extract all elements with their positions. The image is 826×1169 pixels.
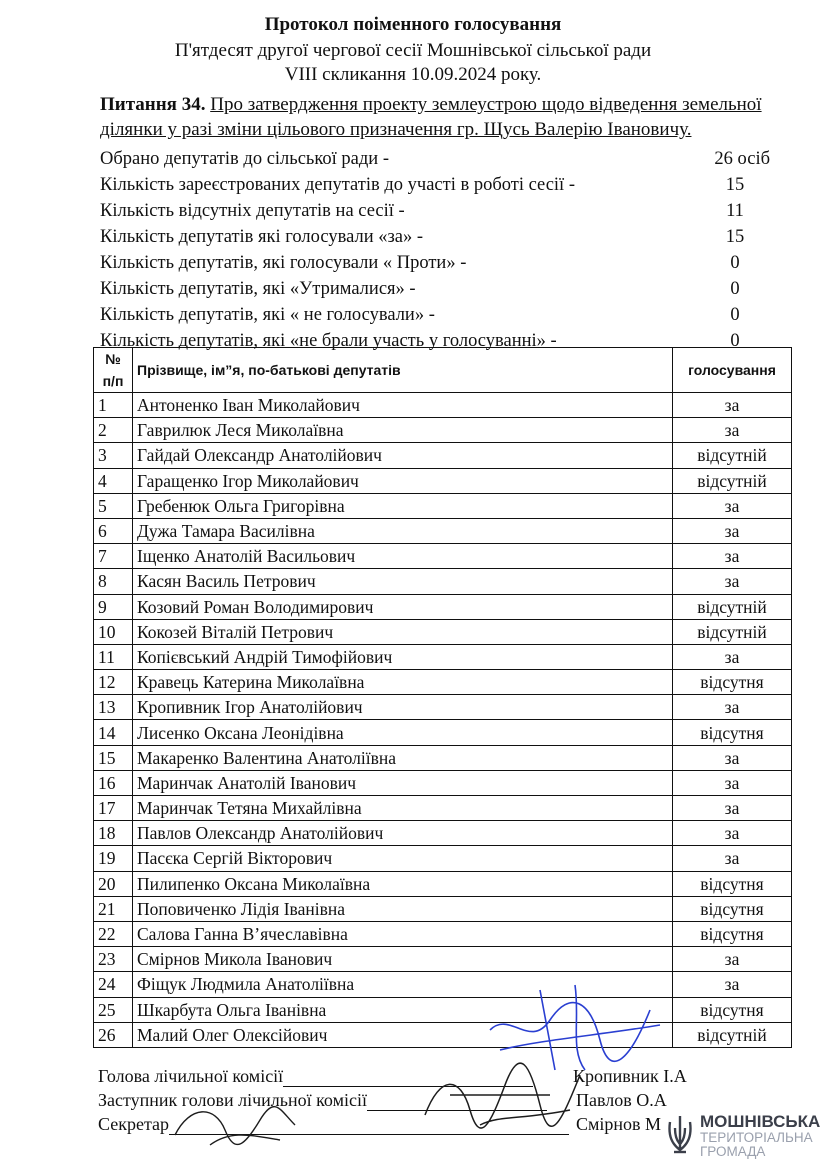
row-number: 13 xyxy=(94,695,133,720)
deputy-name: Гайдай Олександр Анатолійович xyxy=(133,443,673,468)
logo-subtitle xyxy=(700,1131,813,1159)
table-row xyxy=(94,972,792,997)
table-row xyxy=(94,443,792,468)
stat-value: 0 xyxy=(730,253,740,273)
table-row xyxy=(94,644,792,669)
question-label: Питання 34. xyxy=(100,94,206,115)
table-header-row xyxy=(94,348,792,393)
row-number: 21 xyxy=(94,896,133,921)
deputy-name: Маринчак Тетяна Михайлівна xyxy=(133,796,673,821)
signature-secretary-row xyxy=(98,1114,569,1135)
deputy-name: Гаращенко Ігор Миколайович xyxy=(133,468,673,493)
row-number: 22 xyxy=(94,921,133,946)
community-logo xyxy=(664,1112,821,1162)
row-number: 12 xyxy=(94,670,133,695)
vote-result: за xyxy=(673,418,792,443)
stat-label: Кількість відсутніх депутатів на сесії - xyxy=(100,201,405,221)
question-text: Про затвердження проекту землеустрою щодо відведення земельної ділянки у разі зміни цільового призначення гр. Щусь Валерію Івановичу. xyxy=(100,94,762,140)
vote-result: відсутня xyxy=(673,670,792,695)
deputy-name: Гаврилюк Леся Миколаївна xyxy=(133,418,673,443)
row-number: 1 xyxy=(94,393,133,418)
table-row xyxy=(94,770,792,795)
vote-result: відсутня xyxy=(673,871,792,896)
table-row xyxy=(94,594,792,619)
table-row xyxy=(94,896,792,921)
table-row xyxy=(94,821,792,846)
vote-result: за xyxy=(673,518,792,543)
signature-secretary-name: Смірнов М xyxy=(576,1114,662,1134)
vote-result: за xyxy=(673,846,792,871)
deputy-name: Гребенюк Ольга Григорівна xyxy=(133,493,673,518)
header-number: № п/п xyxy=(94,348,133,393)
stat-row xyxy=(100,302,780,328)
deputy-name: Маринчак Анатолій Іванович xyxy=(133,770,673,795)
signature-deputy-row xyxy=(98,1090,547,1111)
vote-result: за xyxy=(673,745,792,770)
stat-row xyxy=(100,276,780,302)
logo-line-2: ТЕРИТОРІАЛЬНА xyxy=(700,1130,813,1145)
vote-result: відсутня xyxy=(673,921,792,946)
table-row xyxy=(94,921,792,946)
row-number: 16 xyxy=(94,770,133,795)
deputy-name: Кравець Катерина Миколаївна xyxy=(133,670,673,695)
deputy-name: Пасєка Сергій Вікторович xyxy=(133,846,673,871)
table-row xyxy=(94,947,792,972)
stat-row xyxy=(100,224,780,250)
deputy-name: Кокозей Віталій Петрович xyxy=(133,619,673,644)
row-number: 25 xyxy=(94,997,133,1022)
row-number: 17 xyxy=(94,796,133,821)
agenda-question xyxy=(100,92,800,142)
signature-line xyxy=(283,1068,533,1087)
row-number: 10 xyxy=(94,619,133,644)
row-number: 23 xyxy=(94,947,133,972)
table-row xyxy=(94,846,792,871)
vote-result: за xyxy=(673,695,792,720)
vote-result: за xyxy=(673,972,792,997)
stat-value: 26 осіб xyxy=(714,149,770,169)
deputy-name: Лисенко Оксана Леонідівна xyxy=(133,720,673,745)
stat-value: 15 xyxy=(725,227,745,247)
vote-result: відсутній xyxy=(673,468,792,493)
table-row xyxy=(94,493,792,518)
table-row xyxy=(94,745,792,770)
vote-result: відсутня xyxy=(673,720,792,745)
row-number: 3 xyxy=(94,443,133,468)
vote-statistics xyxy=(100,146,780,354)
header-vote: голосування xyxy=(673,348,792,393)
signature-line xyxy=(367,1092,547,1111)
stat-label: Кількість депутатів які голосували «за» - xyxy=(100,227,424,247)
row-number: 7 xyxy=(94,544,133,569)
table-row xyxy=(94,1022,792,1047)
signature-line xyxy=(169,1116,569,1135)
roll-call-table xyxy=(93,347,792,1048)
deputy-name: Малий Олег Олексійович xyxy=(133,1022,673,1047)
deputy-name: Шкарбута Ольга Іванівна xyxy=(133,997,673,1022)
row-number: 14 xyxy=(94,720,133,745)
deputy-name: Макаренко Валентина Анатоліївна xyxy=(133,745,673,770)
vote-result: відсутня xyxy=(673,997,792,1022)
row-number: 6 xyxy=(94,518,133,543)
row-number: 5 xyxy=(94,493,133,518)
stat-row xyxy=(100,172,780,198)
row-number: 8 xyxy=(94,569,133,594)
deputy-name: Фіщук Людмила Анатоліївна xyxy=(133,972,673,997)
deputy-name: Салова Ганна В’ячеславівна xyxy=(133,921,673,946)
table-row xyxy=(94,720,792,745)
row-number: 4 xyxy=(94,468,133,493)
vote-result: за xyxy=(673,569,792,594)
row-number: 26 xyxy=(94,1022,133,1047)
table-row xyxy=(94,670,792,695)
stat-label: Обрано депутатів до сільської ради - xyxy=(100,149,389,169)
deputy-name: Касян Василь Петрович xyxy=(133,569,673,594)
stat-value: 0 xyxy=(730,305,740,325)
row-number: 24 xyxy=(94,972,133,997)
row-number: 9 xyxy=(94,594,133,619)
row-number: 19 xyxy=(94,846,133,871)
stat-row xyxy=(100,146,780,172)
stat-label: Кількість депутатів, які « не голосували» - xyxy=(100,305,435,325)
deputy-name: Козовий Роман Володимирович xyxy=(133,594,673,619)
session-date: VIII скликання 10.09.2024 року. xyxy=(284,64,542,85)
signature-secretary-role: Секретар xyxy=(98,1114,170,1134)
table-row xyxy=(94,871,792,896)
vote-result: відсутня xyxy=(673,896,792,921)
vote-result: за xyxy=(673,770,792,795)
deputy-name: Кропивник Ігор Анатолійович xyxy=(133,695,673,720)
signature-chair-name: Кропивник І.А xyxy=(573,1066,687,1086)
stat-value: 11 xyxy=(726,201,744,221)
logo-line-3: ГРОМАДА xyxy=(700,1144,766,1159)
vote-result: відсутній xyxy=(673,594,792,619)
signature-chair-role: Голова лічильної комісії xyxy=(98,1066,284,1086)
stat-label: Кількість депутатів, які «Утрималися» - xyxy=(100,279,416,299)
deputy-name: Пилипенко Оксана Миколаївна xyxy=(133,871,673,896)
row-number: 11 xyxy=(94,644,133,669)
vote-result: за xyxy=(673,393,792,418)
vote-result: за xyxy=(673,544,792,569)
stat-label: Кількість депутатів, які голосували « Проти» - xyxy=(100,253,467,273)
table-row xyxy=(94,393,792,418)
table-row xyxy=(94,997,792,1022)
vote-result: відсутній xyxy=(673,443,792,468)
vote-result: відсутній xyxy=(673,619,792,644)
document-title: Протокол поіменного голосування xyxy=(264,14,562,35)
header-name: Прізвище, ім”я, по-батькові депутатів xyxy=(133,348,673,393)
table-row xyxy=(94,418,792,443)
row-number: 2 xyxy=(94,418,133,443)
vote-result: за xyxy=(673,644,792,669)
table-row xyxy=(94,468,792,493)
stat-row xyxy=(100,198,780,224)
stat-value: 0 xyxy=(730,279,740,299)
table-row xyxy=(94,695,792,720)
trident-icon xyxy=(664,1112,696,1158)
signature-deputy-role: Заступник голови лічильної комісії xyxy=(98,1090,367,1110)
row-number: 15 xyxy=(94,745,133,770)
deputy-name: Антоненко Іван Миколайович xyxy=(133,393,673,418)
signature-deputy-name: Павлов О.А xyxy=(576,1090,667,1110)
table-row xyxy=(94,569,792,594)
session-subtitle: П'ятдесят другої чергової сесії Мошнівської сільської ради xyxy=(174,40,652,61)
deputy-name: Павлов Олександр Анатолійович xyxy=(133,821,673,846)
deputy-name: Іщенко Анатолій Васильович xyxy=(133,544,673,569)
vote-result: за xyxy=(673,796,792,821)
row-number: 18 xyxy=(94,821,133,846)
deputy-name: Поповиченко Лідія Іванівна xyxy=(133,896,673,921)
stat-value: 0 xyxy=(730,331,740,351)
vote-result: за xyxy=(673,947,792,972)
stat-row xyxy=(100,250,780,276)
table-row xyxy=(94,619,792,644)
vote-result: відсутній xyxy=(673,1022,792,1047)
table-row xyxy=(94,796,792,821)
table-row xyxy=(94,544,792,569)
vote-result: за xyxy=(673,821,792,846)
signature-chair-row xyxy=(98,1066,533,1087)
deputy-name: Смірнов Микола Іванович xyxy=(133,947,673,972)
row-number: 20 xyxy=(94,871,133,896)
vote-result: за xyxy=(673,493,792,518)
stat-label: Кількість зареєстрованих депутатів до участі в роботі сесії - xyxy=(100,175,575,195)
stat-value: 15 xyxy=(725,175,745,195)
table-row xyxy=(94,518,792,543)
deputy-name: Дужа Тамара Василівна xyxy=(133,518,673,543)
deputy-name: Копієвський Андрій Тимофійович xyxy=(133,644,673,669)
logo-title: МОШНІВСЬКА xyxy=(700,1112,821,1131)
stat-label: Кількість депутатів, які «не брали участь у голосуванні» - xyxy=(100,331,557,351)
